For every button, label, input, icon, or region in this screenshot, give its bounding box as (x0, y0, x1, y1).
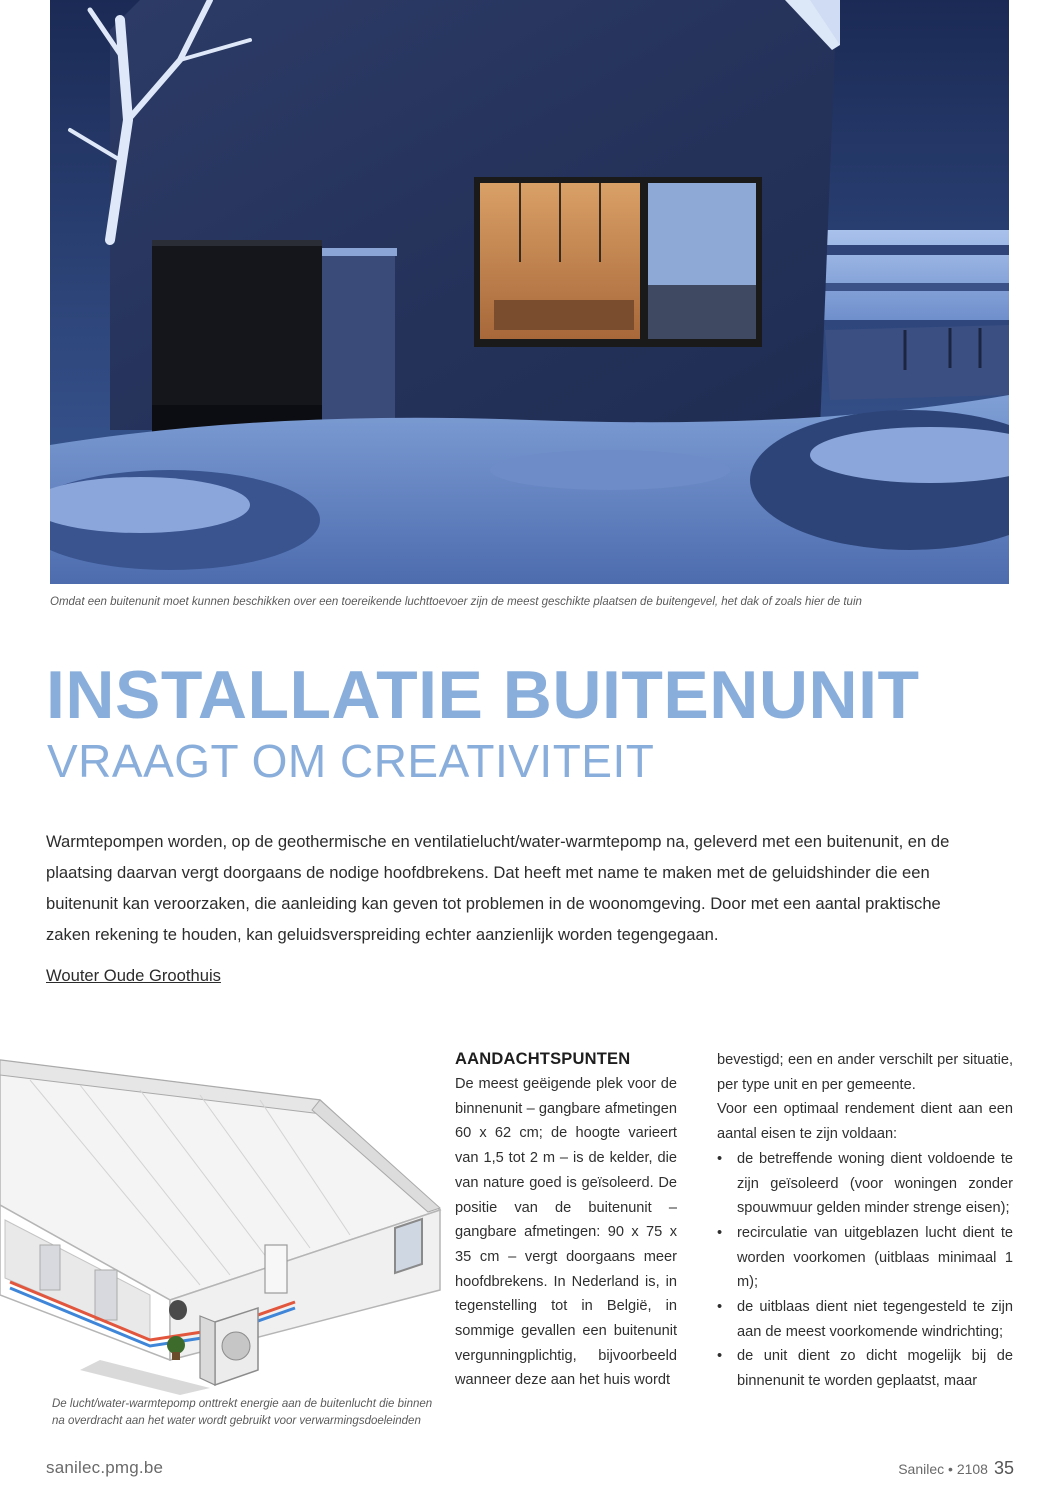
hero-photo (50, 0, 1009, 584)
lead-paragraph: Warmtepompen worden, op de geothermische en ventilatielucht/water-warmtepomp na, geleverd met een buitenunit, en de plaatsing daarvan vergt doorgaans de nodige hoofdbrekens. Dat heeft met name te maken met de geluidshinder die een buitenunit kan veroorzaken, die aanleiding kan geven tot problemen in de woonomgeving. Door met een aantal praktische zaken rekening te houden, kan geluidsverspreiding echter aanzienlijk worden tegengegaan. (46, 832, 950, 944)
list-item: • de uitblaas dient niet tegengesteld te zijn aan de meest voorkomende windrichting; (717, 1295, 1013, 1344)
page-number: 35 (993, 1458, 1014, 1478)
column-1 (455, 1046, 677, 1393)
list-item: • de unit dient zo dicht mogelijk bij de binnenunit te worden geplaatst, maar (717, 1344, 1013, 1393)
list-item: • recirculatie van uitgeblazen lucht dient te worden voorkomen (uitblaas minimaal 1 m); (717, 1221, 1013, 1295)
list-item: • de betreffende woning dient voldoende te zijn geïsoleerd (voor woningen zonder spouwmuur gelden minder strenge eisen); (717, 1147, 1013, 1221)
page-subtitle: VRAAGT OM CREATIVITEIT (47, 735, 655, 787)
column-2-para-2: Voor een optimaal rendement dient aan een aantal eisen te zijn voldaan: (717, 1101, 1013, 1143)
heat-pump-illustration (0, 1040, 446, 1395)
column-1-text: De meest geëigende plek voor de binnenunit – gangbare afmetingen 60 x 62 cm; de hoogte varieert van 1,5 tot 2 m – is de kelder, die van nature goed is geïsoleerd. De positie van de buitenunit – gangbare afmetingen: 90 x 75 x 35 cm – vergt doorgaans meer hoofdbrekens. In Nederland is, in tegenstelling tot in België, in sommige gevallen een buitenunit vergunningplichtig, bijvoorbeeld wanneer deze aan het huis wordt (455, 1076, 677, 1389)
section-heading: AANDACHTSPUNTEN (455, 1050, 631, 1068)
requirements-list (717, 1147, 1013, 1394)
footer-page-info (898, 1458, 1014, 1479)
house-night-snow-photo-icon (50, 0, 1009, 584)
column-2 (717, 1048, 1013, 1394)
heat-pump-house-diagram-icon (0, 1040, 446, 1395)
hero-caption: Omdat een buitenunit moet kunnen beschikken over een toereikende luchttoevoer zijn de meest geschikte plaatsen de buitengevel, het dak of zoals hier de tuin (50, 596, 862, 608)
column-2-para-1: bevestigd; een en ander verschilt per situatie, per type unit en per gemeente. (717, 1052, 1013, 1093)
footer-issue: Sanilec • 2108 (898, 1461, 988, 1477)
author-link[interactable]: Wouter Oude Groothuis (46, 966, 221, 985)
page-title: INSTALLATIE BUITENUNIT (46, 657, 920, 733)
footer-website[interactable]: sanilec.pmg.be (46, 1458, 164, 1477)
illustration-caption: De lucht/water-warmtepomp onttrekt energie aan de buitenlucht die binnen na overdracht aan het water wordt gebruikt voor verwarmingsdoeleinden (52, 1398, 433, 1427)
